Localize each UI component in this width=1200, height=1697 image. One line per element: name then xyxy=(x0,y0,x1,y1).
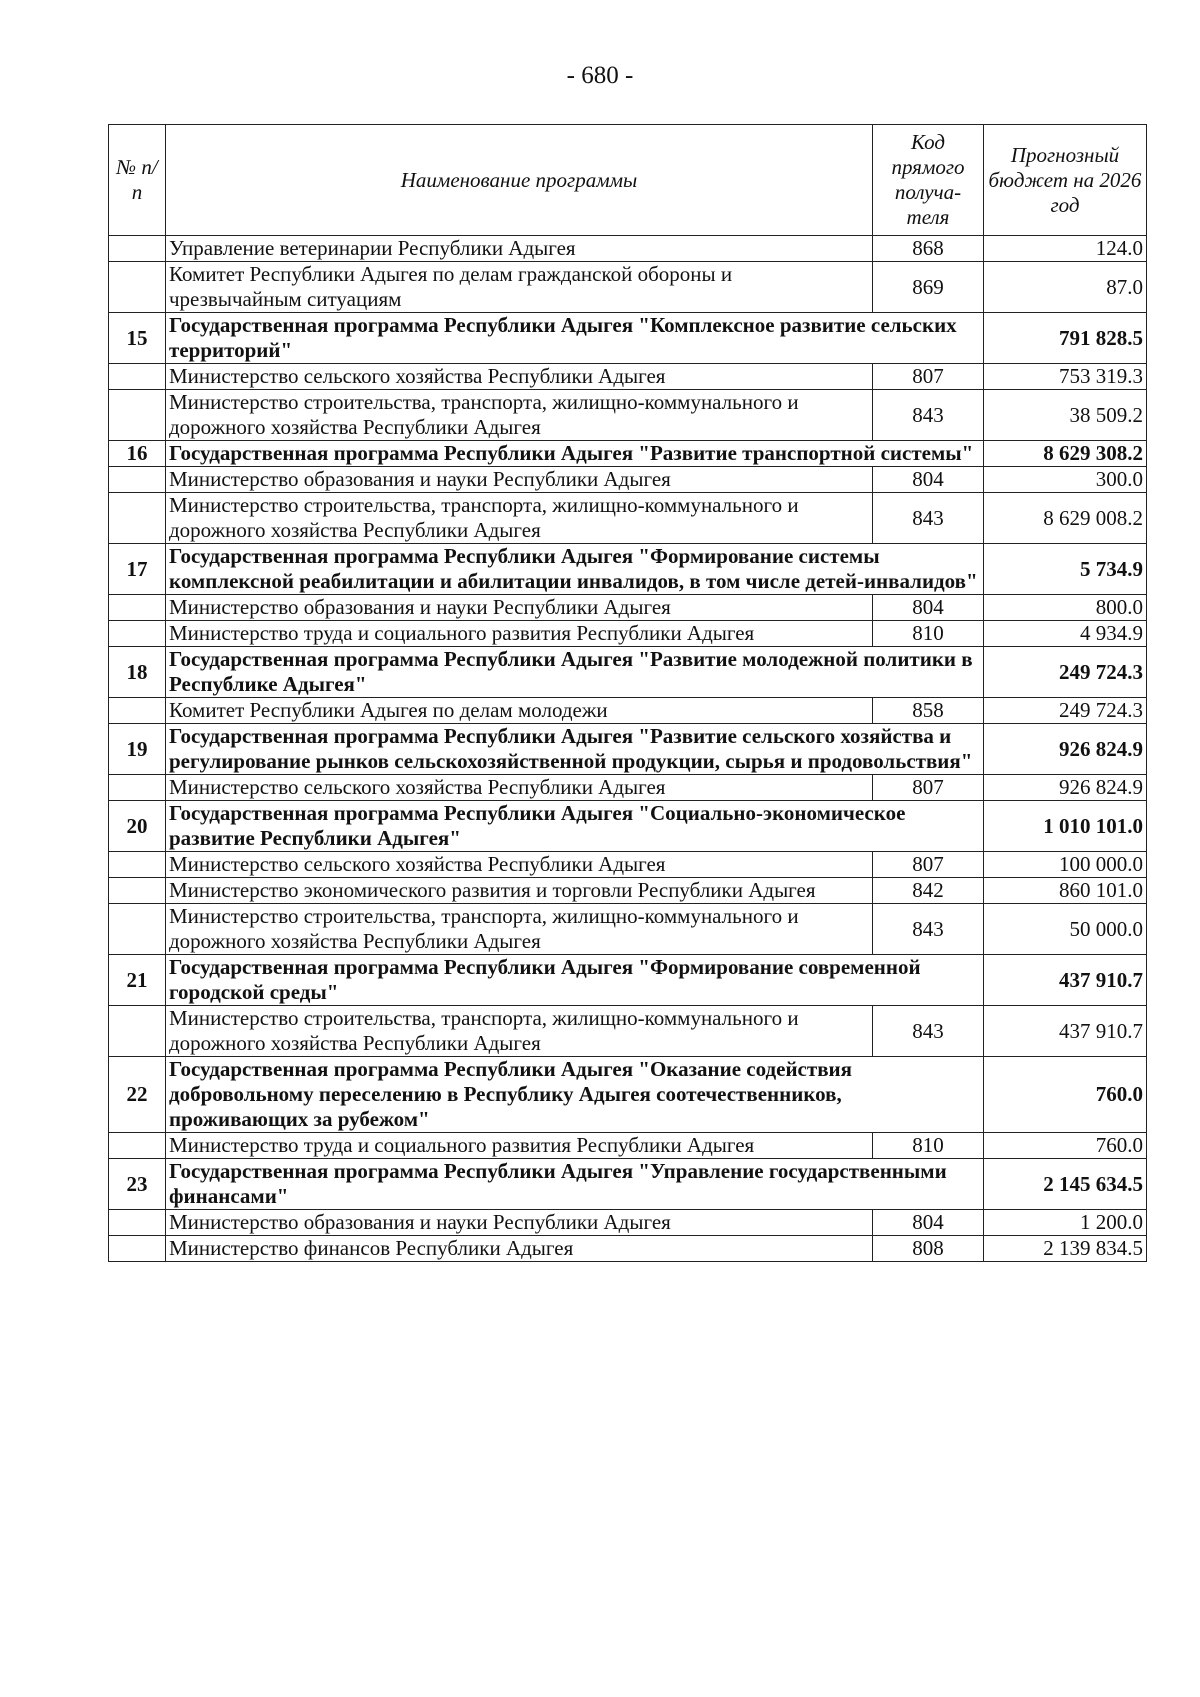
row-number: 17 xyxy=(109,544,166,595)
program-budget: 760.0 xyxy=(984,1057,1147,1133)
recipient-budget: 437 910.7 xyxy=(984,1006,1147,1057)
program-row xyxy=(109,955,1147,1006)
program-name: Государственная программа Республики Адыгея "Управление государственными финансами" xyxy=(166,1159,984,1210)
row-number xyxy=(109,775,166,801)
recipient-budget: 1 200.0 xyxy=(984,1210,1147,1236)
recipient-row xyxy=(109,852,1147,878)
row-number: 23 xyxy=(109,1159,166,1210)
recipient-row xyxy=(109,467,1147,493)
recipient-code: 843 xyxy=(873,493,984,544)
recipient-row xyxy=(109,775,1147,801)
program-row xyxy=(109,544,1147,595)
program-budget: 437 910.7 xyxy=(984,955,1147,1006)
recipient-code: 807 xyxy=(873,852,984,878)
program-row xyxy=(109,724,1147,775)
program-budget: 8 629 308.2 xyxy=(984,441,1147,467)
recipient-budget: 860 101.0 xyxy=(984,878,1147,904)
recipient-budget: 800.0 xyxy=(984,595,1147,621)
row-number: 18 xyxy=(109,647,166,698)
program-row xyxy=(109,313,1147,364)
row-number xyxy=(109,904,166,955)
header-code: Код прямого получа-теля xyxy=(873,125,984,236)
row-number xyxy=(109,852,166,878)
recipient-row xyxy=(109,390,1147,441)
program-budget: 5 734.9 xyxy=(984,544,1147,595)
recipient-name: Министерство сельского хозяйства Республики Адыгея xyxy=(166,775,873,801)
row-number xyxy=(109,262,166,313)
recipient-code: 842 xyxy=(873,878,984,904)
recipient-row xyxy=(109,364,1147,390)
recipient-row xyxy=(109,1210,1147,1236)
recipient-code: 843 xyxy=(873,1006,984,1057)
program-name: Государственная программа Республики Адыгея "Комплексное развитие сельских территорий" xyxy=(166,313,984,364)
row-number: 15 xyxy=(109,313,166,364)
recipient-row xyxy=(109,698,1147,724)
row-number xyxy=(109,1006,166,1057)
row-number xyxy=(109,621,166,647)
program-row xyxy=(109,1057,1147,1133)
row-number xyxy=(109,1210,166,1236)
recipient-budget: 760.0 xyxy=(984,1133,1147,1159)
row-number xyxy=(109,1133,166,1159)
recipient-code: 807 xyxy=(873,364,984,390)
recipient-row xyxy=(109,1006,1147,1057)
recipient-row xyxy=(109,1236,1147,1262)
program-row xyxy=(109,801,1147,852)
program-row xyxy=(109,1159,1147,1210)
recipient-name: Министерство труда и социального развития Республики Адыгея xyxy=(166,621,873,647)
recipient-budget: 50 000.0 xyxy=(984,904,1147,955)
recipient-name: Управление ветеринарии Республики Адыгея xyxy=(166,236,873,262)
row-number xyxy=(109,698,166,724)
recipient-row xyxy=(109,878,1147,904)
recipient-name: Министерство строительства, транспорта, жилищно-коммунального и дорожного хозяйства Республики Адыгея xyxy=(166,904,873,955)
recipient-budget: 926 824.9 xyxy=(984,775,1147,801)
recipient-code: 808 xyxy=(873,1236,984,1262)
recipient-code: 843 xyxy=(873,390,984,441)
program-budget: 926 824.9 xyxy=(984,724,1147,775)
recipient-budget: 249 724.3 xyxy=(984,698,1147,724)
row-number xyxy=(109,364,166,390)
row-number: 20 xyxy=(109,801,166,852)
recipient-budget: 8 629 008.2 xyxy=(984,493,1147,544)
page-number: - 680 - xyxy=(566,62,634,89)
program-name: Государственная программа Республики Адыгея "Формирование современной городской среды" xyxy=(166,955,984,1006)
header-name: Наименование программы xyxy=(166,125,873,236)
recipient-name: Министерство труда и социального развития Республики Адыгея xyxy=(166,1133,873,1159)
row-number xyxy=(109,595,166,621)
program-budget: 249 724.3 xyxy=(984,647,1147,698)
row-number xyxy=(109,390,166,441)
recipient-code: 869 xyxy=(873,262,984,313)
recipient-row xyxy=(109,1133,1147,1159)
program-budget: 1 010 101.0 xyxy=(984,801,1147,852)
row-number: 19 xyxy=(109,724,166,775)
recipient-budget: 38 509.2 xyxy=(984,390,1147,441)
row-number: 22 xyxy=(109,1057,166,1133)
recipient-name: Министерство образования и науки Республики Адыгея xyxy=(166,467,873,493)
row-number xyxy=(109,1236,166,1262)
recipient-name: Министерство экономического развития и торговли Республики Адыгея xyxy=(166,878,873,904)
program-row xyxy=(109,647,1147,698)
recipient-row xyxy=(109,262,1147,313)
recipient-code: 807 xyxy=(873,775,984,801)
recipient-code: 804 xyxy=(873,1210,984,1236)
recipient-row xyxy=(109,236,1147,262)
recipient-budget: 87.0 xyxy=(984,262,1147,313)
program-name: Государственная программа Республики Адыгея "Развитие транспортной системы" xyxy=(166,441,984,467)
row-number xyxy=(109,467,166,493)
recipient-code: 843 xyxy=(873,904,984,955)
row-number xyxy=(109,236,166,262)
recipient-name: Министерство сельского хозяйства Республики Адыгея xyxy=(166,852,873,878)
program-budget: 791 828.5 xyxy=(984,313,1147,364)
table-header-row xyxy=(109,125,1147,236)
program-budget: 2 145 634.5 xyxy=(984,1159,1147,1210)
recipient-name: Министерство сельского хозяйства Республики Адыгея xyxy=(166,364,873,390)
header-budget: Прогнозный бюджет на 2026 год xyxy=(984,125,1147,236)
recipient-name: Министерство финансов Республики Адыгея xyxy=(166,1236,873,1262)
recipient-code: 868 xyxy=(873,236,984,262)
recipient-row xyxy=(109,621,1147,647)
budget-table xyxy=(108,124,1147,1262)
program-name: Государственная программа Республики Адыгея "Оказание содействия добровольному переселению в Республику Адыгея соотечественников, проживающих за рубежом" xyxy=(166,1057,984,1133)
recipient-budget: 753 319.3 xyxy=(984,364,1147,390)
recipient-budget: 4 934.9 xyxy=(984,621,1147,647)
recipient-code: 810 xyxy=(873,1133,984,1159)
header-num: № п/п xyxy=(109,125,166,236)
recipient-name: Комитет Республики Адыгея по делам молодежи xyxy=(166,698,873,724)
program-row xyxy=(109,441,1147,467)
recipient-name: Комитет Республики Адыгея по делам гражданской обороны и чрезвычайным ситуациям xyxy=(166,262,873,313)
recipient-row xyxy=(109,493,1147,544)
recipient-row xyxy=(109,904,1147,955)
recipient-budget: 124.0 xyxy=(984,236,1147,262)
recipient-row xyxy=(109,595,1147,621)
recipient-code: 804 xyxy=(873,595,984,621)
row-number xyxy=(109,493,166,544)
recipient-code: 804 xyxy=(873,467,984,493)
program-name: Государственная программа Республики Адыгея "Социально-экономическое развитие Республики Адыгея" xyxy=(166,801,984,852)
row-number xyxy=(109,878,166,904)
recipient-name: Министерство строительства, транспорта, жилищно-коммунального и дорожного хозяйства Республики Адыгея xyxy=(166,493,873,544)
program-name: Государственная программа Республики Адыгея "Развитие молодежной политики в Республике Адыгея" xyxy=(166,647,984,698)
recipient-budget: 300.0 xyxy=(984,467,1147,493)
program-name: Государственная программа Республики Адыгея "Формирование системы комплексной реабилитации и абилитации инвалидов, в том числе детей-инвалидов" xyxy=(166,544,984,595)
recipient-name: Министерство строительства, транспорта, жилищно-коммунального и дорожного хозяйства Республики Адыгея xyxy=(166,390,873,441)
row-number: 16 xyxy=(109,441,166,467)
recipient-budget: 2 139 834.5 xyxy=(984,1236,1147,1262)
recipient-name: Министерство образования и науки Республики Адыгея xyxy=(166,1210,873,1236)
row-number: 21 xyxy=(109,955,166,1006)
recipient-name: Министерство образования и науки Республики Адыгея xyxy=(166,595,873,621)
recipient-name: Министерство строительства, транспорта, жилищно-коммунального и дорожного хозяйства Республики Адыгея xyxy=(166,1006,873,1057)
table-body xyxy=(109,236,1147,1262)
recipient-budget: 100 000.0 xyxy=(984,852,1147,878)
recipient-code: 810 xyxy=(873,621,984,647)
recipient-code: 858 xyxy=(873,698,984,724)
program-name: Государственная программа Республики Адыгея "Развитие сельского хозяйства и регулирование рынков сельскохозяйственной продукции, сырья и продовольствия" xyxy=(166,724,984,775)
